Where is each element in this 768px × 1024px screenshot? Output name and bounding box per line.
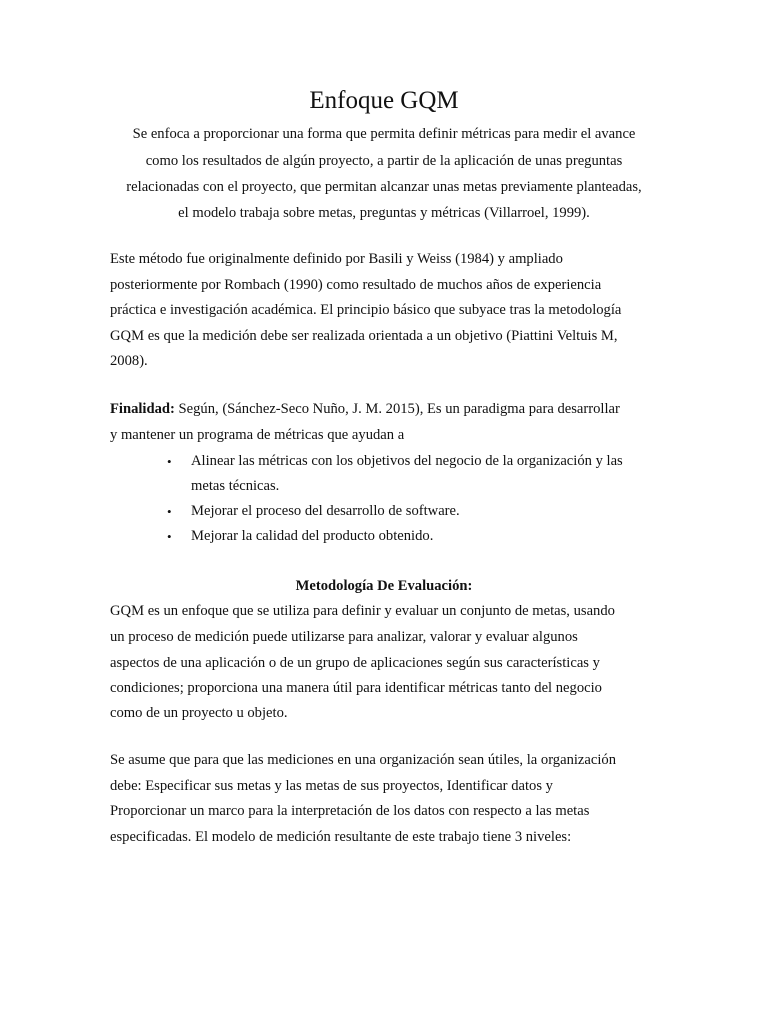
paragraph-line: práctica e investigación académica. El principio básico que subyace tras la metodología [110,302,622,318]
paragraph-line: debe: Especificar sus metas y las metas de sus proyectos, Identificar datos y [110,778,553,794]
paragraph-line: como de un proyecto u objeto. [110,705,288,721]
paragraph-line: especificadas. El modelo de medición resultante de este trabajo tiene 3 niveles: [110,829,572,845]
paragraph-line: aspectos de una aplicación o de un grupo de aplicaciones según sus características y [110,655,600,671]
intro-line: Se enfoca a proporcionar una forma que permita definir métricas para medir el avance [132,126,636,142]
finalidad-text: Según, (Sánchez-Seco Nuño, J. M. 2015), Es un paradigma para desarrollar [174,401,620,417]
bullet-icon: • [167,529,172,544]
paragraph-line: un proceso de medición puede utilizarse para analizar, valorar y evaluar algunos [110,629,578,645]
bullet-item: Mejorar la calidad del producto obtenido. [191,528,434,544]
paragraph-line: GQM es que la medición debe ser realizada orientada a un objetivo (Piattini Veltuis M, [110,328,618,344]
finalidad-line: y mantener un programa de métricas que ayudan a [110,427,405,443]
bullet-item: Mejorar el proceso del desarrollo de software. [191,503,460,519]
intro-line: relacionadas con el proyecto, que permitan alcanzar unas metas previamente planteadas, [126,179,642,195]
paragraph-line: Proporcionar un marco para la interpretación de los datos con respecto a las metas [110,803,590,819]
bullet-icon: • [167,454,172,469]
paragraph-line: condiciones; proporciona una manera útil para identificar métricas tanto del negocio [110,680,602,696]
bullet-item-continuation: metas técnicas. [191,478,280,494]
finalidad-line [110,400,620,418]
page-title: Enfoque GQM [309,87,459,114]
section-heading: Metodología De Evaluación: [295,578,473,594]
finalidad-label: Finalidad: [110,401,175,417]
bullet-item: Alinear las métricas con los objetivos del negocio de la organización y las [191,453,623,469]
paragraph-line: GQM es un enfoque que se utiliza para definir y evaluar un conjunto de metas, usando [110,603,615,619]
intro-line: el modelo trabaja sobre metas, preguntas y métricas (Villarroel, 1999). [178,205,590,221]
paragraph-line: Este método fue originalmente definido por Basili y Weiss (1984) y ampliado [110,251,563,267]
intro-line: como los resultados de algún proyecto, a partir de la aplicación de unas preguntas [145,153,623,169]
paragraph-line: Se asume que para que las mediciones en una organización sean útiles, la organización [110,752,617,768]
paragraph-line: posteriormente por Rombach (1990) como resultado de muchos años de experiencia [110,277,602,293]
bullet-icon: • [167,504,172,519]
paragraph-line: 2008). [110,353,148,369]
